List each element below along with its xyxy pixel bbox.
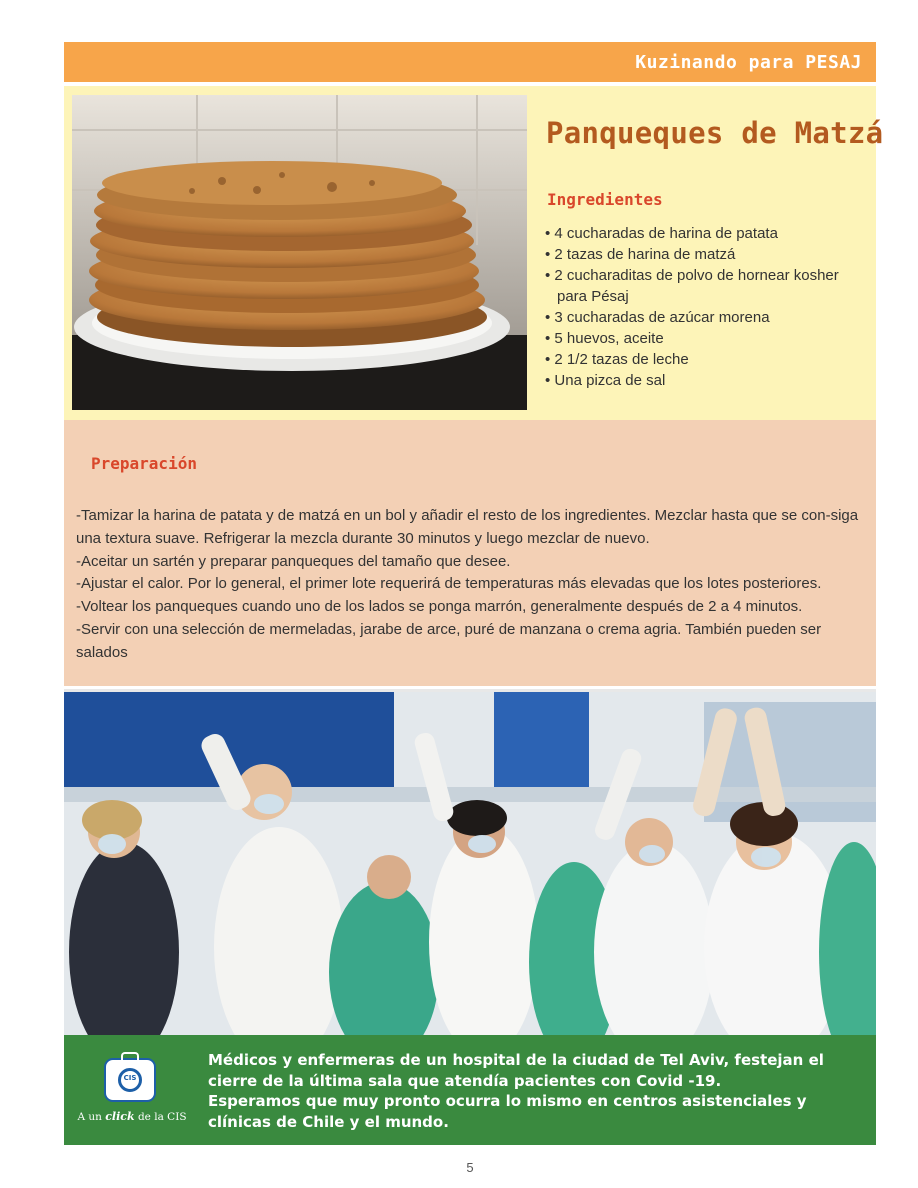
logo-letters: CIS — [123, 1074, 137, 1082]
tagline-suffix: de la CIS — [137, 1111, 187, 1123]
preparation-step: -Aceitar un sartén y preparar panqueques del tamaño que desee. — [76, 552, 511, 570]
caption-line: Esperamos que muy pronto ocurra lo mismo en centros asistenciales y clínicas de Chile y el mundo. — [208, 1092, 807, 1131]
tagline-prefix: A un — [77, 1111, 102, 1123]
ingredients-heading: Ingredientes — [547, 190, 663, 209]
list-item: • 5 huevos, aceite — [545, 328, 870, 349]
tagline-emphasis: click — [105, 1110, 135, 1123]
preparation-step: -Ajustar el calor. Por lo general, el primer lote requerirá de temperaturas más elevadas que los lotes posteriores. — [76, 575, 822, 593]
list-item: • 4 cucharadas de harina de patata — [545, 223, 870, 244]
section-header-bar — [64, 42, 876, 82]
list-item: • 3 cucharadas de azúcar morena — [545, 307, 870, 328]
preparation-step: -Voltear los panqueques cuando uno de los lados se ponga marrón, generalmente después de 2 a 4 minutos. — [76, 598, 803, 616]
camera-handle — [121, 1052, 139, 1060]
preparation-steps — [76, 505, 866, 665]
list-item: • Una pizca de sal — [545, 370, 870, 391]
page-number: 5 — [466, 1160, 474, 1175]
hospital-celebration-illustration — [64, 692, 876, 1035]
recipe-title: Panqueques de Matzá — [546, 116, 884, 150]
list-item: • 2 tazas de harina de matzá — [545, 244, 870, 265]
section-title: Kuzinando para PESAJ — [635, 51, 862, 73]
preparation-step: -Tamizar la harina de patata y de matzá en un bol y añadir el resto de los ingredientes. Mezclar hasta que se con-siga una textura suave. Refrigerar la mezcla durante 30 minutos y luego mezclar de nuevo. — [76, 507, 859, 547]
cis-tagline — [76, 1110, 188, 1123]
hospital-staff-photo — [64, 692, 876, 1035]
preparation-heading: Preparación — [91, 454, 197, 473]
caption-line: Médicos y enfermeras de un hospital de la ciudad de Tel Aviv, festejan el cierre de la última sala que atendía pacientes con Covid -19. — [208, 1051, 824, 1090]
preparation-step: -Servir con una selección de mermeladas, jarabe de arce, puré de manzana o crema agria. También pueden ser salados — [76, 620, 822, 661]
list-item: • 2 1/2 tazas de leche — [545, 349, 870, 370]
ingredients-list — [545, 223, 870, 391]
pancake-stack-illustration — [72, 95, 527, 410]
list-item: • 2 cucharaditas de polvo de hornear kosher para Pésaj — [545, 265, 870, 307]
camera-lens-icon — [118, 1068, 142, 1092]
photo-caption — [208, 1050, 868, 1132]
pancakes-photo — [72, 95, 527, 410]
cis-camera-logo — [104, 1058, 156, 1102]
